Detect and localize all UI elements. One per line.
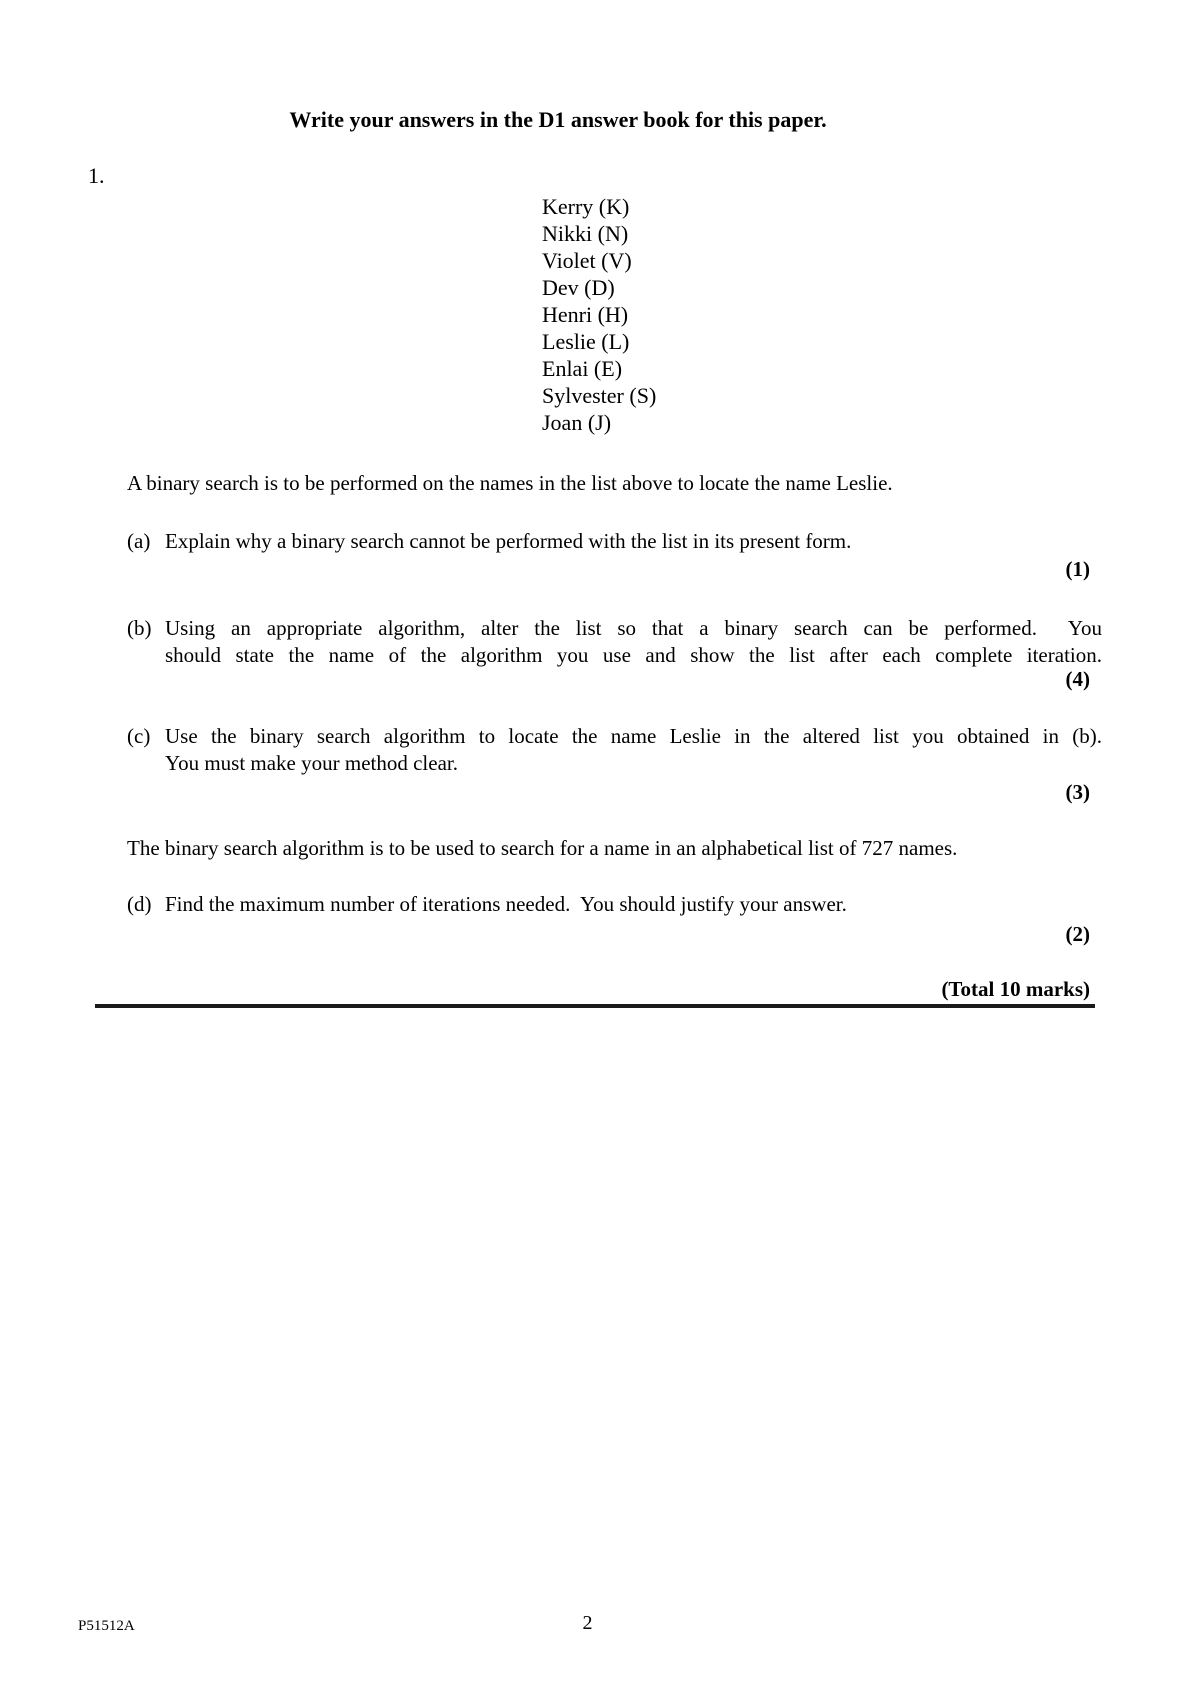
part-c-text xyxy=(165,723,1102,777)
part-b-text xyxy=(165,615,1102,669)
intro-paragraph xyxy=(127,470,1102,497)
question-part-b xyxy=(127,615,1102,669)
total-marks: (Total 10 marks) xyxy=(941,977,1090,1001)
part-b-text-line: Using an appropriate algorithm, alter the list so that a binary search can be performed. You xyxy=(165,616,1102,640)
name-list-item: Dev (D) xyxy=(542,275,615,300)
part-c-text-line: Use the binary search algorithm to locate the name Leslie in the altered list you obtained in (b). xyxy=(165,724,1102,748)
answer-book-instruction: Write your answers in the D1 answer book for this paper. xyxy=(289,107,827,132)
part-b-text-line: should state the name of the algorithm you use and show the list after each complete iteration. xyxy=(165,643,1102,667)
part-a-label: (a) xyxy=(127,529,151,553)
part-d-label: (d) xyxy=(127,892,152,916)
name-list-item: Enlai (E) xyxy=(542,356,623,381)
name-list-item: Sylvester (S) xyxy=(542,383,657,408)
names-list xyxy=(542,193,656,436)
mid-text-line: The binary search algorithm is to be used to search for a name in an alphabetical list of 727 names. xyxy=(127,836,958,860)
part-a-marks: (1) xyxy=(1065,557,1090,581)
question-number: 1. xyxy=(88,163,105,188)
part-d-text-line: Find the maximum number of iterations needed. You should justify your answer. xyxy=(165,892,847,916)
name-list-item: Henri (H) xyxy=(542,302,629,327)
page-number: 2 xyxy=(582,1612,593,1634)
name-list-item: Joan (J) xyxy=(542,410,612,435)
question-part-a xyxy=(127,528,1102,555)
question-part-c xyxy=(127,723,1102,777)
part-c-text-line: You must make your method clear. xyxy=(165,751,458,775)
name-list-item: Kerry (K) xyxy=(542,194,630,219)
part-a-text-line: Explain why a binary search cannot be performed with the list in its present form. xyxy=(165,529,852,553)
part-c-marks: (3) xyxy=(1065,780,1090,804)
question-part-d xyxy=(127,891,1102,918)
name-list-item: Nikki (N) xyxy=(542,221,629,246)
paper-code: P51512A xyxy=(78,1618,135,1634)
part-b-marks: (4) xyxy=(1065,667,1090,691)
part-c-label: (c) xyxy=(127,724,151,748)
part-b-label: (b) xyxy=(127,616,152,640)
name-list-item: Violet (V) xyxy=(542,248,632,273)
part-d-text xyxy=(165,891,1102,918)
name-list-item: Leslie (L) xyxy=(542,329,630,354)
mid-paragraph xyxy=(127,835,1102,862)
end-of-question-rule xyxy=(95,1004,1095,1008)
intro-text-line: A binary search is to be performed on the names in the list above to locate the name Leslie. xyxy=(127,471,893,495)
part-a-text xyxy=(165,528,1102,555)
part-d-marks: (2) xyxy=(1065,922,1090,946)
